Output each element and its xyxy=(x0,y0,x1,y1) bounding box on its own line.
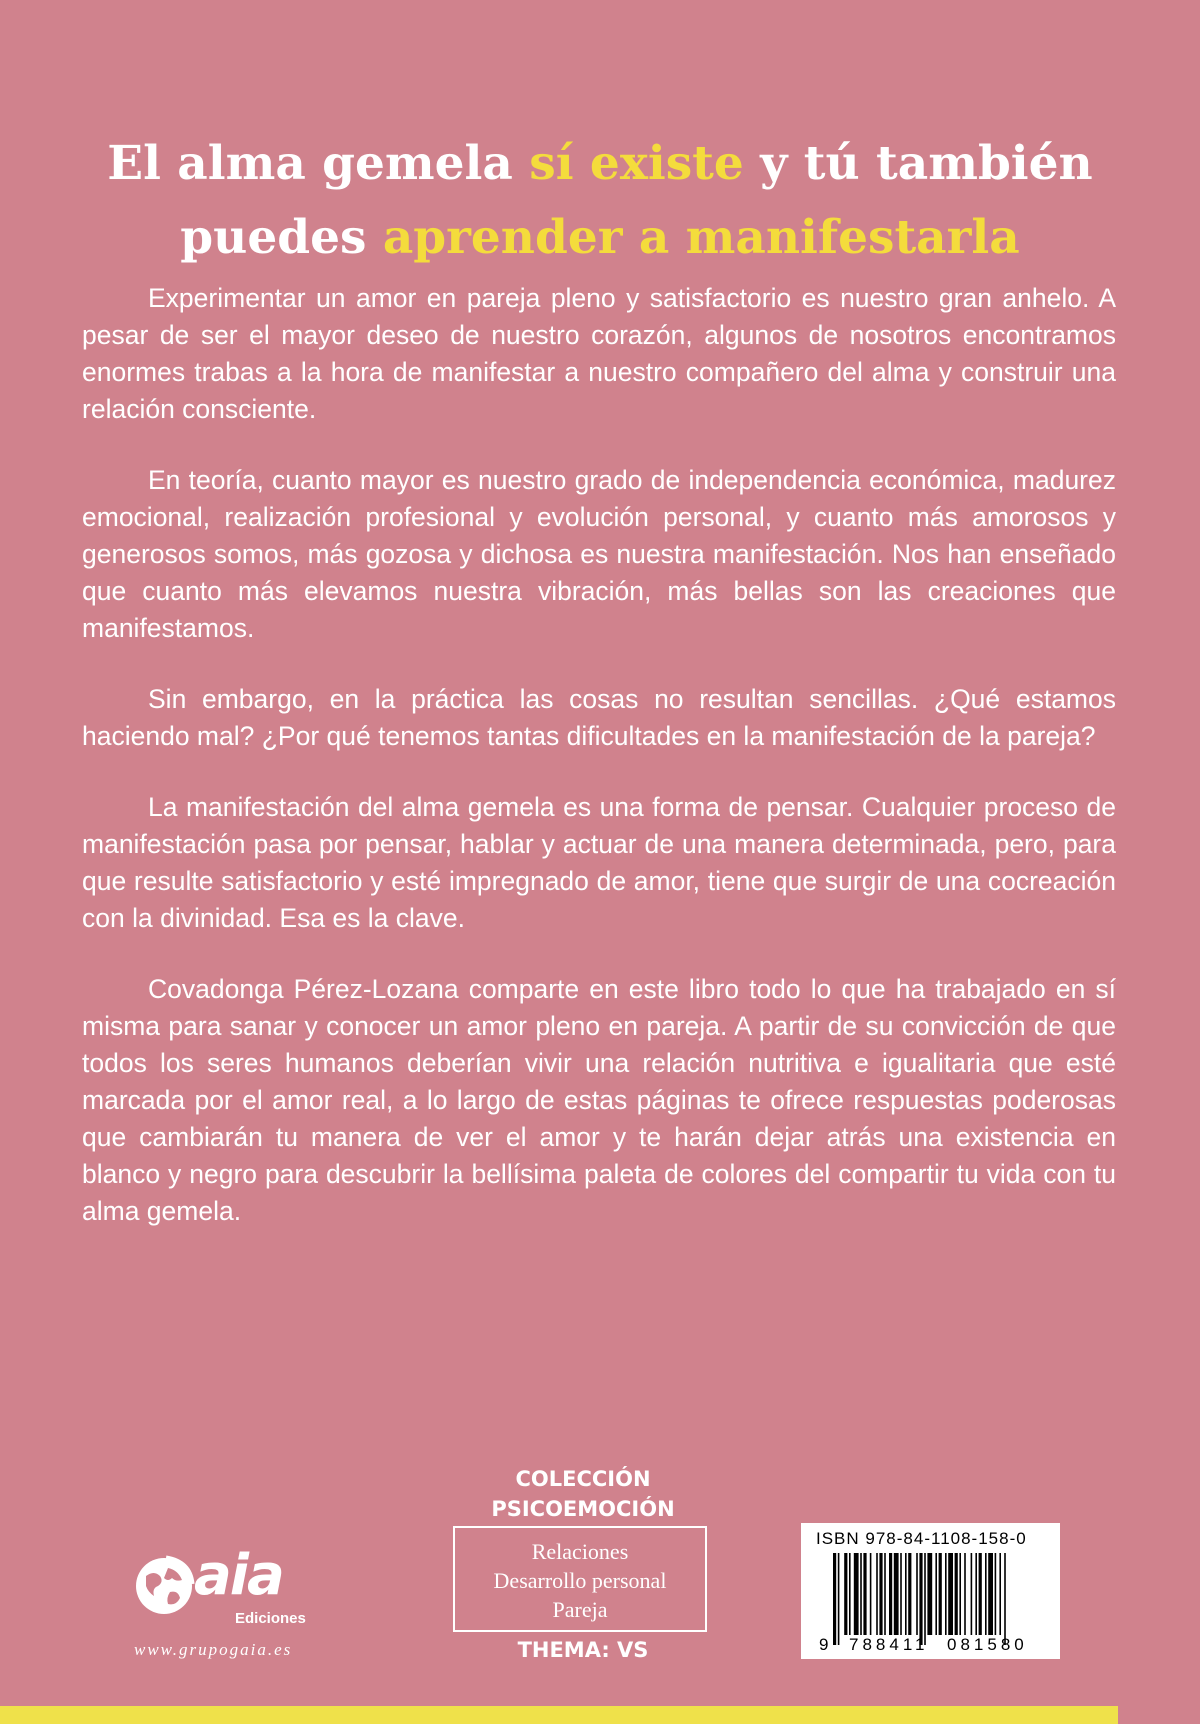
barcode-bar xyxy=(863,1553,866,1635)
barcode-bar xyxy=(959,1553,961,1635)
synopsis-paragraph-5: Covadonga Pérez-Lozana comparte en este libro todo lo que ha trabajado en sí misma para sanar y conocer un amor pleno en pareja. A partir de su convicción de que todos los seres humanos deberían vivir una relación nutritiva e igualitaria que esté marcada por el amor real, a lo largo de estas páginas te ofrece respuestas poderosas que cambiarán tu manera de ver el amor y te harán dejar atrás una existencia en blanco y negro para descubrir la bellísima paleta de colores del compartir tu vida con tu alma gemela. xyxy=(82,974,1116,1226)
topics-box xyxy=(453,1526,707,1632)
isbn-barcode xyxy=(801,1523,1060,1659)
synopsis-paragraph-3: Sin embargo, en la práctica las cosas no resultan sencillas. ¿Qué estamos haciendo mal? ¿Por qué tenemos tantas dificultades en la manifestación de la pareja? xyxy=(82,684,1116,751)
headline-part-1: El alma gemela xyxy=(107,136,530,192)
synopsis-paragraph-1: Experimentar un amor en pareja pleno y satisfactorio es nuestro gran anhelo. A pesar de ser el mayor deseo de nuestro corazón, algunos de nosotros encontramos enormes trabas a la hora de manifestar a nuestro compañero del alma y construir una relación consciente. xyxy=(82,283,1116,424)
collection-line-2: PSICOEMOCIÓN xyxy=(491,1497,675,1521)
barcode-bar xyxy=(919,1553,922,1645)
barcode-bar xyxy=(964,1553,966,1635)
barcode-bar xyxy=(939,1553,942,1635)
collection-title xyxy=(453,1464,713,1524)
headline-highlight-1: sí existe xyxy=(529,136,744,192)
topic-item: Relaciones xyxy=(531,1539,629,1564)
barcode-digit-group-1: 788411 xyxy=(849,1635,929,1654)
topic-item: Desarrollo personal xyxy=(493,1568,667,1593)
logo-subtitle: Ediciones xyxy=(235,1610,306,1627)
globe-icon xyxy=(132,1554,196,1618)
headline-highlight-2: aprender a manifestarla xyxy=(382,210,1020,266)
synopsis-paragraph-2: En teoría, cuanto mayor es nuestro grado de independencia económica, madurez emocional, realización profesional y evolución personal, y cuanto más amorosos y generosos somos, más gozosa y dichosa es nuestra manifestación. Nos han enseñado que cuanto más elevamos nuestra vibración, más bellas son las creaciones que manifestamos. xyxy=(82,465,1116,643)
synopsis-paragraph-4: La manifestación del alma gemela es una forma de pensar. Cualquier proceso de manifestación pasa por pensar, hablar y actuar de una manera determinada, pero, para que resulte satisfactorio y esté impregnado de amor, tiene que surgir de una cocreación con la divinidad. Esa es la clave. xyxy=(82,792,1116,933)
barcode-bar xyxy=(870,1553,872,1635)
barcode-bar xyxy=(844,1553,847,1635)
barcode-bar xyxy=(860,1553,862,1635)
logo-wordmark: aia xyxy=(194,1543,283,1608)
barcode-bar xyxy=(876,1553,878,1635)
barcode-bar xyxy=(948,1553,953,1635)
barcode-digit-group-2: 081580 xyxy=(947,1635,1028,1654)
barcode-bar xyxy=(849,1553,851,1635)
barcode-bar xyxy=(999,1553,1001,1635)
barcode-bar xyxy=(854,1553,859,1635)
barcode-bar xyxy=(838,1553,840,1645)
headline xyxy=(40,127,1160,275)
thema-code: THEMA: VS xyxy=(517,1638,649,1662)
synopsis xyxy=(82,280,1116,1264)
publisher-website: www.grupogaia.es xyxy=(134,1640,293,1659)
headline-part-2: y tú también xyxy=(743,136,1093,192)
barcode-bar xyxy=(916,1553,918,1635)
barcode-bar xyxy=(971,1553,973,1635)
publisher-logo xyxy=(132,1543,332,1636)
barcode-bar xyxy=(955,1553,958,1635)
topic-item: Pareja xyxy=(552,1597,608,1622)
barcode-bar xyxy=(900,1553,902,1635)
collection-line-1: COLECCIÓN xyxy=(515,1467,651,1491)
barcode-bar xyxy=(905,1553,907,1635)
barcode-bar xyxy=(975,1553,977,1635)
barcode-bar xyxy=(884,1553,886,1635)
barcode-bar xyxy=(879,1553,882,1635)
barcode-bar xyxy=(1004,1553,1006,1645)
isbn-text: ISBN 978-84-1108-158-0 xyxy=(816,1529,1027,1548)
barcode-bar xyxy=(889,1553,892,1635)
barcode-bar xyxy=(988,1553,993,1635)
bottom-stripe xyxy=(0,1706,1118,1724)
barcode-bar xyxy=(945,1553,947,1635)
barcode-bar xyxy=(979,1553,982,1635)
barcode-bar xyxy=(995,1553,997,1635)
barcode-bar xyxy=(833,1553,836,1645)
barcode-bar xyxy=(924,1553,926,1645)
barcode-bar xyxy=(935,1553,937,1635)
barcode-bar xyxy=(894,1553,899,1635)
headline-part-3: puedes xyxy=(180,210,383,266)
barcode-bar xyxy=(908,1553,911,1635)
barcode-bar xyxy=(927,1553,932,1635)
barcode-digit-first: 9 xyxy=(819,1635,829,1654)
barcode-bar xyxy=(985,1553,987,1635)
